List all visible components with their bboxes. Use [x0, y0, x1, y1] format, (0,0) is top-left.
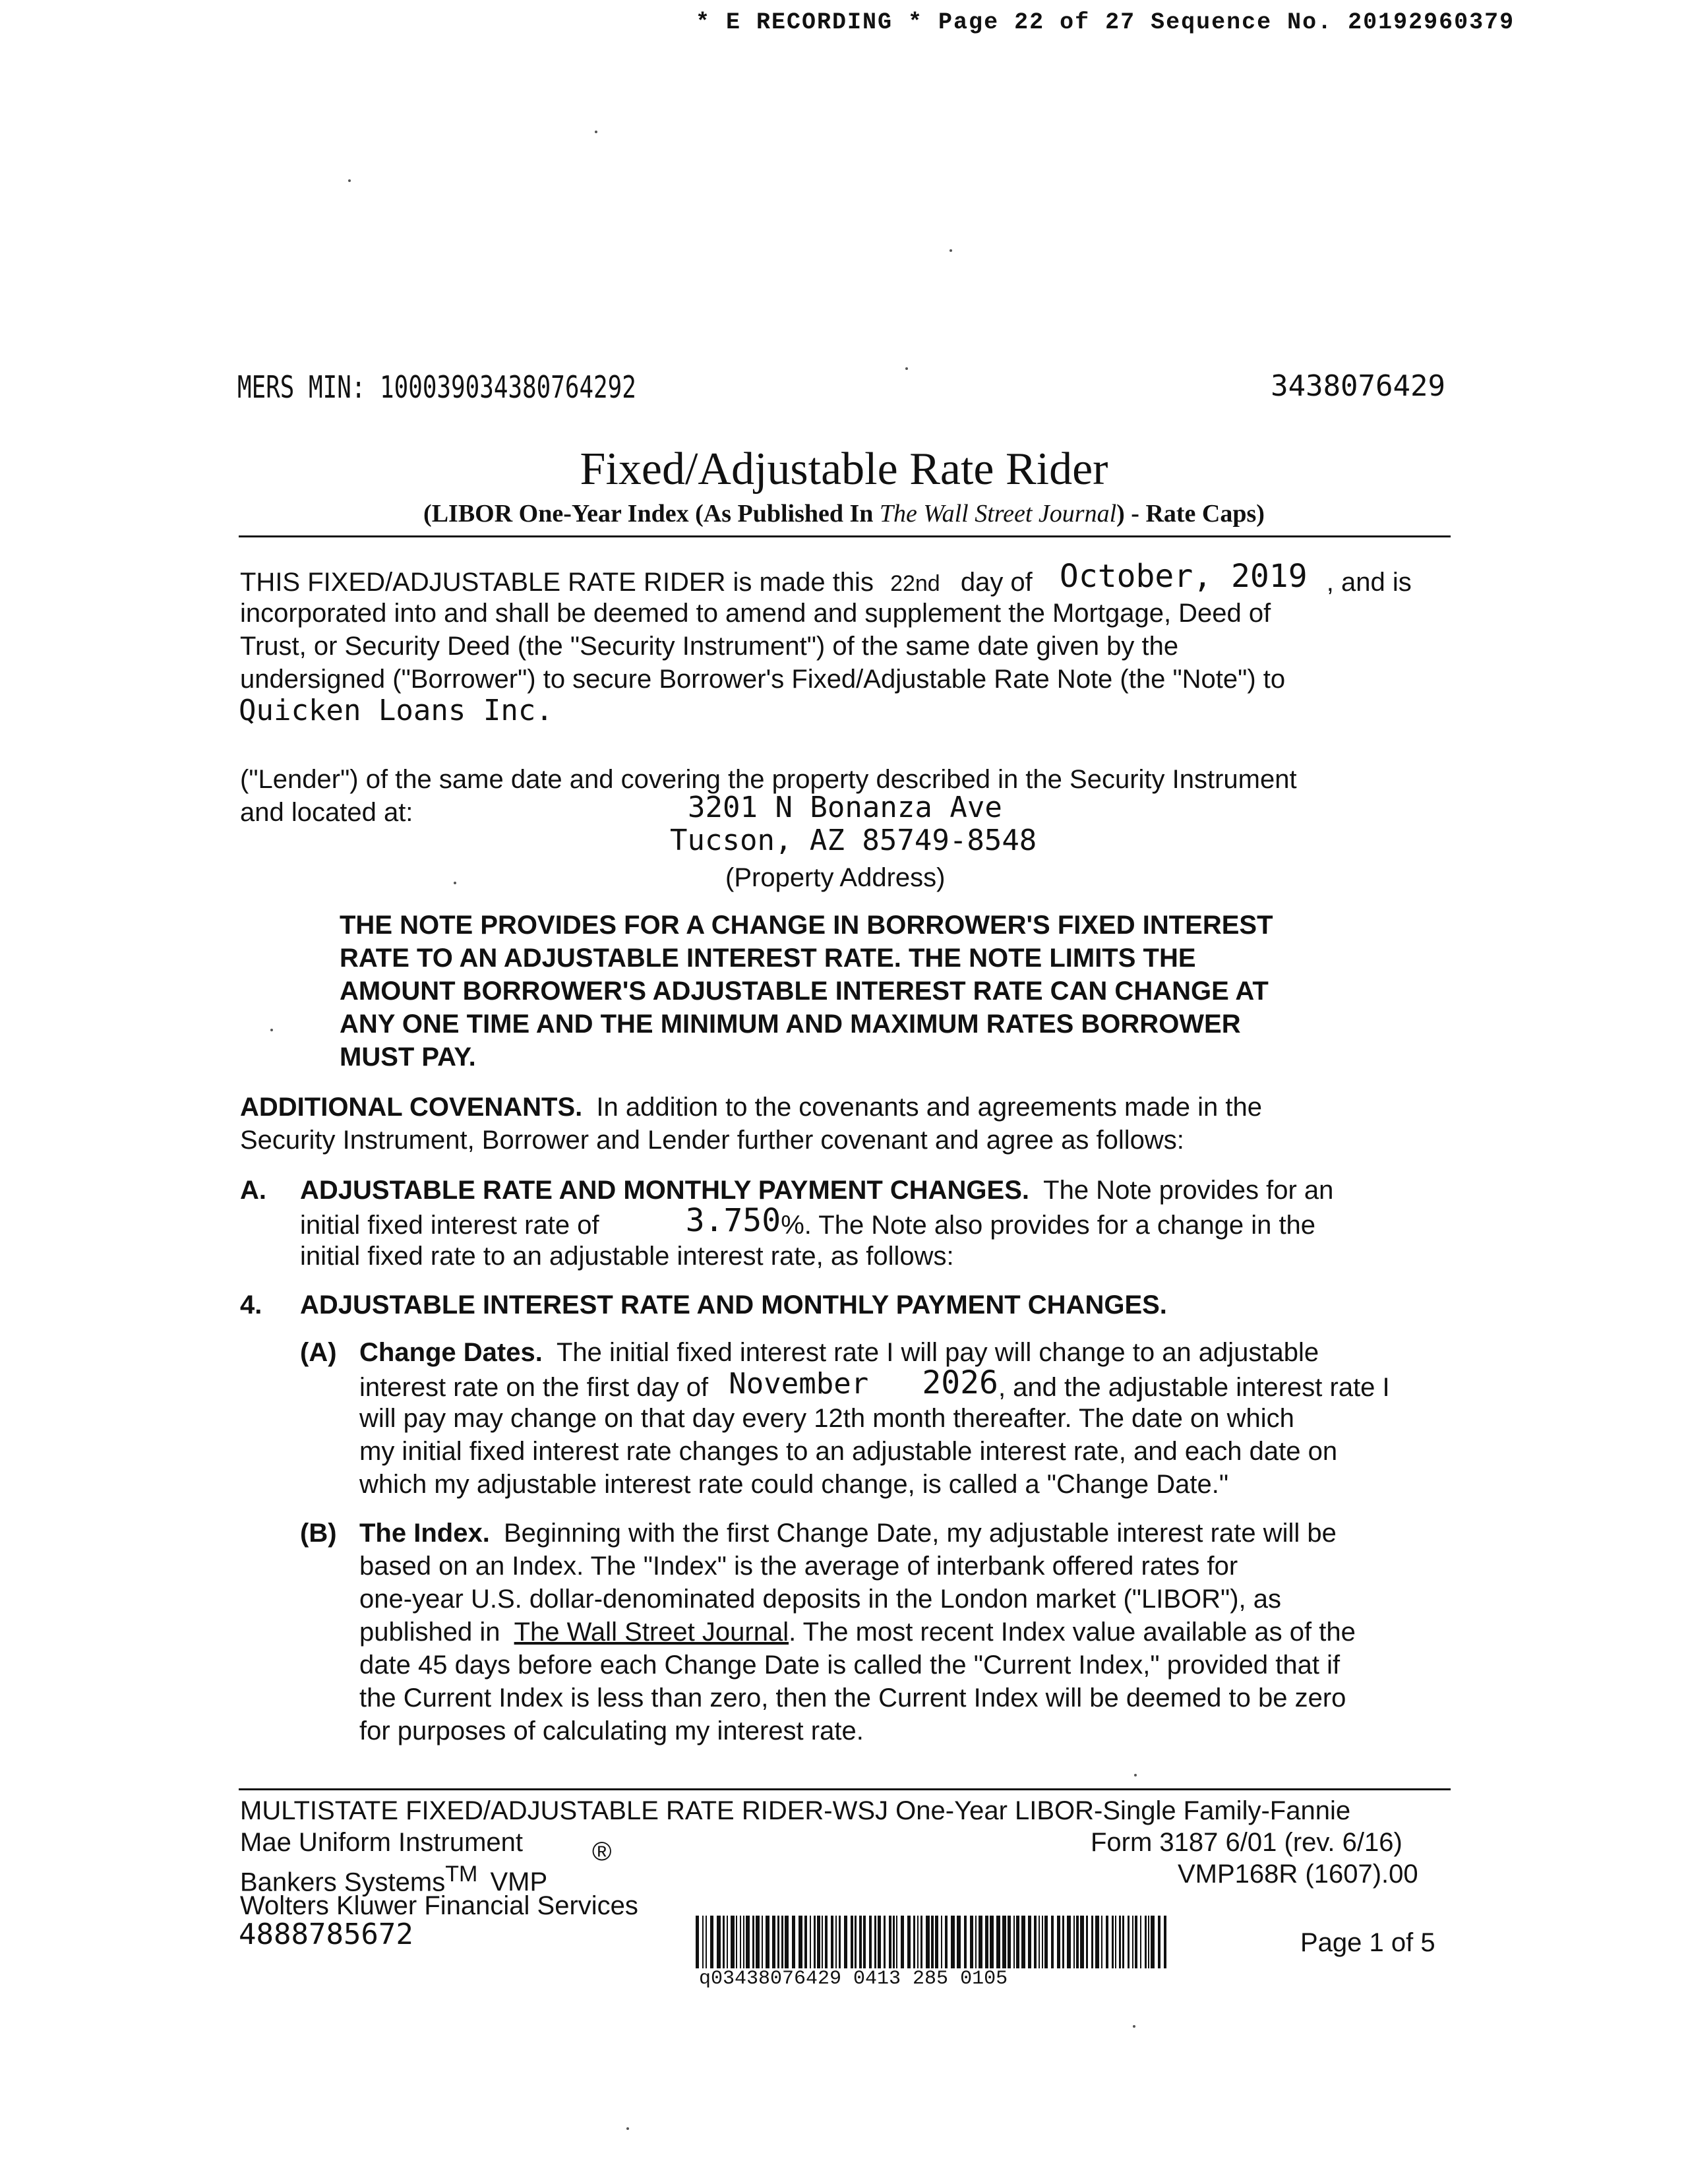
scan-speck: [1133, 2025, 1135, 2028]
sub-a-line-5: which my adjustable interest rate could change, is called a "Change Date.": [359, 1470, 1229, 1499]
intro-text: , and is: [1326, 568, 1412, 597]
barcode-bar: [896, 1916, 897, 1968]
subtitle-prefix: (LIBOR One-Year Index (As Published In: [423, 500, 880, 528]
barcode-bar: [884, 1916, 886, 1968]
barcode-bar: [1145, 1916, 1147, 1968]
barcode-bar: [1101, 1916, 1102, 1968]
recording-stamp: * E RECORDING * Page 22 of 27 Sequence No. 20192960379: [696, 9, 1515, 36]
document-number: 4888785672: [239, 1918, 413, 1951]
barcode-bar: [731, 1916, 735, 1968]
barcode-bar: [772, 1916, 775, 1968]
intro-line-4: undersigned ("Borrower") to secure Borrower's Fixed/Adjustable Rate Note (the "Note") to: [240, 665, 1286, 694]
barcode-bar: [825, 1916, 828, 1968]
section-4-number: 4.: [240, 1290, 262, 1320]
barcode-bar: [1115, 1916, 1116, 1968]
day-field: 22nd: [890, 571, 940, 596]
barcode-bar: [1076, 1916, 1079, 1968]
barcode-bar: [1086, 1916, 1088, 1968]
barcode-bar: [907, 1916, 911, 1968]
barcode-bar: [839, 1916, 841, 1968]
barcode-bar: [970, 1916, 973, 1968]
notice-line-5: MUST PAY.: [340, 1043, 476, 1072]
section-a-text: initial fixed interest rate of: [300, 1211, 599, 1240]
notice-line-1: THE NOTE PROVIDES FOR A CHANGE IN BORROWER'S FIXED INTEREST: [340, 911, 1273, 940]
month-year-field: October, 2019: [1059, 558, 1308, 595]
sub-a-text: , and the adjustable interest rate I: [998, 1373, 1390, 1402]
sub-a-heading: Change Dates.: [359, 1338, 543, 1367]
barcode-bar: [723, 1916, 725, 1968]
section-a-text: The Note provides for an: [1043, 1176, 1334, 1205]
barcode-bar: [1042, 1916, 1043, 1968]
barcode-bar: [945, 1916, 948, 1968]
barcode-bar: [1140, 1916, 1141, 1968]
barcode-bar: [781, 1916, 783, 1968]
barcode-bar: [814, 1916, 816, 1968]
barcode-bar: [855, 1916, 857, 1968]
vmp-code: VMP168R (1607).00: [1178, 1860, 1418, 1889]
barcode-bar: [878, 1916, 881, 1968]
sub-a-text: interest rate on the first day of: [359, 1373, 709, 1402]
barcode-bar: [985, 1916, 988, 1968]
barcode-bar: [869, 1916, 872, 1968]
wsj-underlined: The Wall Street Journal: [514, 1618, 789, 1647]
barcode-bar: [1080, 1916, 1084, 1968]
barcode-bar: [1119, 1916, 1121, 1968]
barcode-bar: [785, 1916, 789, 1968]
barcode-bar: [1151, 1916, 1155, 1968]
registered-mark: ®: [592, 1837, 612, 1866]
barcode-bar: [1091, 1916, 1093, 1968]
footer-rule: [239, 1788, 1451, 1790]
barcode-bar: [996, 1916, 1000, 1968]
barcode-bar: [756, 1916, 760, 1968]
barcode-bar: [941, 1916, 942, 1968]
covenants-heading: ADDITIONAL COVENANTS.: [240, 1093, 583, 1122]
barcode-bar: [1128, 1916, 1130, 1968]
intro-text: THIS FIXED/ADJUSTABLE RATE RIDER is made this: [240, 568, 874, 597]
barcode-bar: [727, 1916, 728, 1968]
trademark: TM: [445, 1862, 478, 1887]
barcode: [696, 1916, 1170, 1968]
barcode-bar: [702, 1916, 704, 1968]
barcode-bar: [951, 1916, 955, 1968]
barcode-text: q03438076429 0413 285 0105: [699, 1968, 1008, 1990]
barcode-bar: [1148, 1916, 1149, 1968]
form-number: Form 3187 6/01 (rev. 6/16): [1091, 1828, 1402, 1857]
barcode-bar: [792, 1916, 795, 1968]
barcode-bar: [964, 1916, 967, 1968]
intro-line-1: [240, 558, 1412, 600]
section-a-line-2: [300, 1202, 1316, 1242]
barcode-bar: [710, 1916, 713, 1968]
barcode-bar: [1112, 1916, 1114, 1968]
barcode-bar: [1002, 1916, 1006, 1968]
barcode-bar: [1158, 1916, 1160, 1968]
footer-line-2: Mae Uniform Instrument: [240, 1828, 524, 1857]
barcode-bar: [766, 1916, 769, 1968]
scan-speck: [595, 131, 597, 133]
barcode-bar: [762, 1916, 763, 1968]
barcode-bar: [931, 1916, 934, 1968]
barcode-bar: [1034, 1916, 1037, 1968]
bankers-systems: Bankers Systems: [240, 1867, 446, 1897]
barcode-bar: [844, 1916, 847, 1968]
covenants-text: In addition to the covenants and agreements made in the: [596, 1093, 1262, 1122]
barcode-bar: [1132, 1916, 1133, 1968]
sub-b-text: Beginning with the first Change Date, my adjustable interest rate will be: [503, 1519, 1337, 1548]
barcode-bar: [1044, 1916, 1048, 1968]
footer-line-4: Wolters Kluwer Financial Services: [240, 1891, 638, 1920]
sub-a-letter: (A): [300, 1338, 337, 1367]
barcode-bar: [889, 1916, 891, 1968]
sub-b-heading: The Index.: [359, 1519, 490, 1548]
barcode-bar: [835, 1916, 837, 1968]
covenants-line-2: Security Instrument, Borrower and Lender further covenant and agree as follows:: [240, 1126, 1184, 1155]
barcode-bar: [817, 1916, 820, 1968]
sub-a-line-1: [359, 1336, 1319, 1369]
barcode-bar: [1106, 1916, 1108, 1968]
mers-number: 100039034380764292: [380, 369, 636, 405]
change-month-field: November: [729, 1367, 869, 1401]
mers-label: MERS MIN:: [237, 369, 366, 405]
initial-rate-field: 3.750: [685, 1202, 781, 1239]
property-address-label: (Property Address): [725, 863, 946, 892]
barcode-bar: [913, 1916, 915, 1968]
change-year-field: 2026: [922, 1364, 998, 1401]
barcode-bar: [874, 1916, 876, 1968]
sub-b-letter: (B): [300, 1519, 337, 1548]
barcode-bar: [1067, 1916, 1071, 1968]
notice-line-4: ANY ONE TIME AND THE MINIMUM AND MAXIMUM RATES BORROWER: [340, 1010, 1241, 1039]
subtitle-suffix: ) - Rate Caps): [1116, 500, 1265, 528]
sub-a-line-4: my initial fixed interest rate changes to an adjustable interest rate, and each date on: [359, 1437, 1338, 1466]
barcode-bar: [1073, 1916, 1075, 1968]
barcode-bar: [1021, 1916, 1025, 1968]
sub-a-line-3: will pay may change on that day every 12th month thereafter. The date on which: [359, 1404, 1294, 1433]
sub-b-line-4: [359, 1616, 1356, 1649]
sub-a-text: The initial fixed interest rate I will pay will change to an adjustable: [556, 1338, 1319, 1367]
subtitle-italic: The Wall Street Journal: [879, 500, 1117, 528]
barcode-bar: [990, 1916, 994, 1968]
barcode-bar: [863, 1916, 866, 1968]
section-a-line-1: [300, 1174, 1333, 1207]
barcode-bar: [743, 1916, 744, 1968]
barcode-bar: [935, 1916, 938, 1968]
scan-speck: [270, 1029, 273, 1031]
barcode-bar: [1016, 1916, 1019, 1968]
notice-line-3: AMOUNT BORROWER'S ADJUSTABLE INTEREST RATE CAN CHANGE AT: [340, 977, 1269, 1006]
barcode-bar: [810, 1916, 811, 1968]
barcode-bar: [706, 1916, 707, 1968]
barcode-bar: [1095, 1916, 1099, 1968]
covenants-line-1: [240, 1091, 1262, 1124]
barcode-bar: [1028, 1916, 1031, 1968]
barcode-bar: [822, 1916, 823, 1968]
barcode-bar: [1051, 1916, 1054, 1968]
intro-line-3: Trust, or Security Deed (the "Security Instrument") of the same date given by the: [240, 632, 1179, 661]
intro-line-7: and located at:: [240, 798, 413, 827]
barcode-bar: [736, 1916, 737, 1968]
barcode-bar: [746, 1916, 750, 1968]
barcode-bar: [893, 1916, 895, 1968]
property-address-line-2: Tucson, AZ 85749-8548: [670, 824, 1037, 857]
document-title: Fixed/Adjustable Rate Rider: [580, 444, 1108, 495]
sub-b-line-7: for purposes of calculating my interest rate.: [359, 1716, 864, 1745]
intro-line-6: ("Lender") of the same date and covering the property described in the Security Instrument: [240, 765, 1297, 794]
barcode-bar: [979, 1916, 982, 1968]
page-number: Page 1 of 5: [1300, 1928, 1435, 1957]
section-a-heading: ADJUSTABLE RATE AND MONTHLY PAYMENT CHANGES.: [300, 1176, 1030, 1205]
barcode-bar: [696, 1916, 699, 1968]
intro-line-2: incorporated into and shall be deemed to amend and supplement the Mortgage, Deed of: [240, 599, 1271, 628]
barcode-bar: [917, 1916, 919, 1968]
barcode-bar: [752, 1916, 754, 1968]
barcode-bar: [1135, 1916, 1137, 1968]
barcode-bar: [1062, 1916, 1064, 1968]
barcode-bar: [901, 1916, 904, 1968]
scan-speck: [950, 249, 952, 252]
barcode-bar: [777, 1916, 779, 1968]
barcode-bar: [920, 1916, 922, 1968]
scan-speck: [1134, 1774, 1137, 1776]
sub-b-line-1: [359, 1517, 1337, 1550]
footer-line-1: MULTISTATE FIXED/ADJUSTABLE RATE RIDER-WSJ One-Year LIBOR-Single Family-Fannie: [240, 1796, 1351, 1825]
barcode-bar: [859, 1916, 862, 1968]
barcode-bar: [799, 1916, 802, 1968]
sub-a-line-2: [359, 1364, 1390, 1404]
barcode-bar: [926, 1916, 930, 1968]
sub-b-line-5: date 45 days before each Change Date is called the "Current Index," provided that if: [359, 1651, 1341, 1680]
barcode-bar: [851, 1916, 853, 1968]
mers-min: [237, 369, 636, 405]
barcode-bar: [740, 1916, 741, 1968]
document-subtitle: [0, 499, 1688, 528]
barcode-bar: [1057, 1916, 1060, 1968]
sub-b-line-2: based on an Index. The "Index" is the average of interbank offered rates for: [359, 1552, 1238, 1581]
scan-speck: [905, 367, 908, 370]
barcode-bar: [717, 1916, 721, 1968]
barcode-bar: [1013, 1916, 1015, 1968]
barcode-bar: [804, 1916, 807, 1968]
title-rule: [239, 535, 1451, 537]
barcode-bar: [1122, 1916, 1124, 1968]
notice-line-2: RATE TO AN ADJUSTABLE INTEREST RATE. THE NOTE LIMITS THE: [340, 944, 1196, 973]
sub-b-line-6: the Current Index is less than zero, then the Current Index will be deemed to be zero: [359, 1684, 1346, 1713]
barcode-bar: [1008, 1916, 1011, 1968]
sub-b-text: . The most recent Index value available as of the: [789, 1618, 1356, 1647]
scan-speck: [348, 179, 351, 182]
barcode-bar: [831, 1916, 833, 1968]
sub-b-text: published in: [359, 1618, 500, 1647]
scan-speck: [454, 882, 456, 884]
section-a-line-3: initial fixed rate to an adjustable interest rate, as follows:: [300, 1242, 954, 1271]
barcode-bar: [975, 1916, 977, 1968]
section-a-text: %. The Note also provides for a change in the: [781, 1211, 1316, 1240]
loan-number: 3438076429: [1271, 369, 1445, 403]
vmp-label: VMP: [490, 1867, 548, 1897]
barcode-bar: [957, 1916, 961, 1968]
sub-b-line-3: one-year U.S. dollar-denominated deposits in the London market ("LIBOR"), as: [359, 1585, 1282, 1614]
barcode-bar: [1164, 1916, 1166, 1968]
lender-name: Quicken Loans Inc.: [239, 694, 553, 727]
scan-speck: [626, 2127, 629, 2130]
section-a-letter: A.: [240, 1176, 266, 1205]
section-4-heading: ADJUSTABLE INTEREST RATE AND MONTHLY PAYMENT CHANGES.: [300, 1290, 1167, 1320]
barcode-bar: [1039, 1916, 1040, 1968]
property-address-line-1: 3201 N Bonanza Ave: [688, 791, 1002, 824]
intro-text: day of: [960, 568, 1033, 597]
